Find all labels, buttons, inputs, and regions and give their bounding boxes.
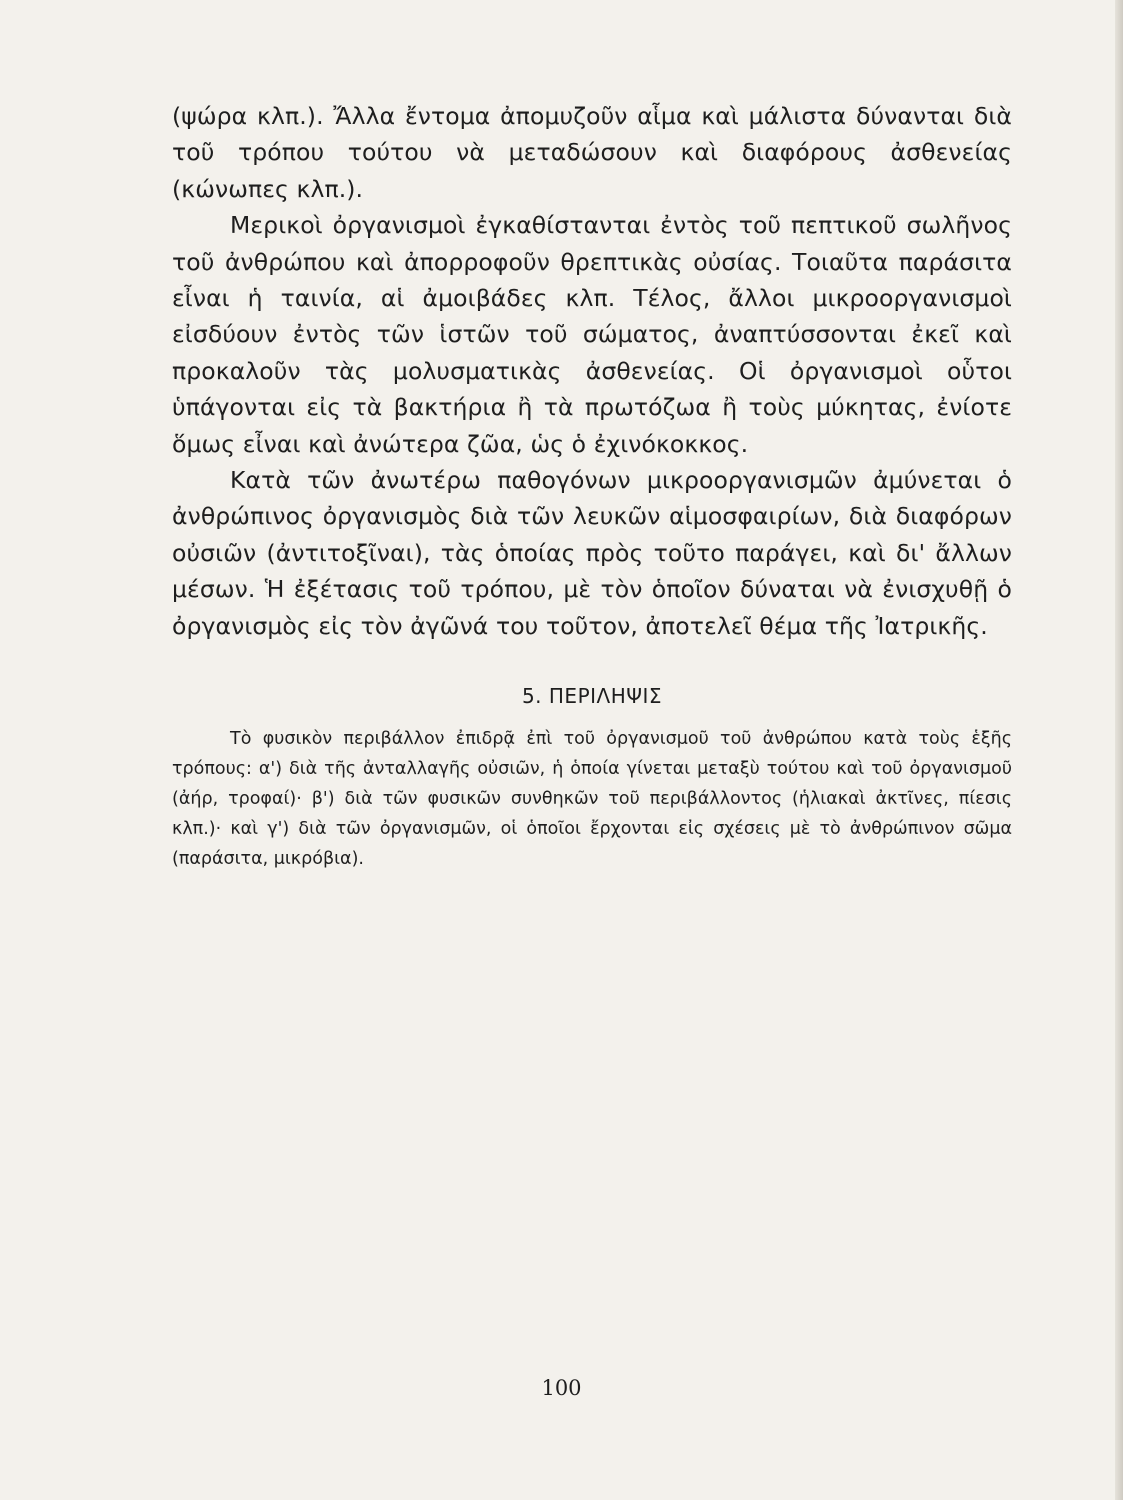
body-text <box>172 98 1012 874</box>
paragraph-3: Κατὰ τῶν ἀνωτέρω παθογόνων μικροοργανισμῶν ἀμύνεται ὁ ἀνθρώπινος ὀργανισμὸς διὰ τῶν λευκῶν αἱμοσφαιρίων, διὰ διαφόρων οὐσιῶν (ἀντιτοξῖναι), τὰς ὁποίας πρὸς τοῦτο παράγει, καὶ δι' ἄλλων μέσων. Ἡ ἐξέτασις τοῦ τρόπου, μὲ τὸν ὁποῖον δύναται νὰ ἐνισχυθῇ ὁ ὀργανισμὸς εἰς τὸν ἀγῶνά του τοῦτον, ἀποτελεῖ θέμα τῆς Ἰατρικῆς. <box>172 466 1012 640</box>
paragraph-1: (ψώρα κλπ.). Ἄλλα ἔντομα ἀπομυζοῦν αἷμα καὶ μάλιστα δύνανται διὰ τοῦ τρόπου τούτου νὰ μεταδώσουν καὶ διαφόρους ἀσθενείας (κώνωπες κλπ.). <box>172 102 1012 203</box>
page-number: 100 <box>541 1376 582 1400</box>
page-edge <box>1115 0 1123 1500</box>
summary-paragraph: Τὸ φυσικὸν περιβάλλον ἐπιδρᾷ ἐπὶ τοῦ ὀργανισμοῦ τοῦ ἀνθρώπου κατὰ τοὺς ἑξῆς τρόπους: α') διὰ τῆς ἀνταλλαγῆς οὐσιῶν, ἡ ὁποία γίνεται μεταξὺ τούτου καὶ τοῦ ὀργανισμοῦ (ἀήρ, τροφαί)· β') διὰ τῶν φυσικῶν συνθηκῶν τοῦ περιβάλλοντος (ἡλιακαὶ ἀκτῖνες, πίεσις κλπ.)· καὶ γ') διὰ τῶν ὀργανισμῶν, οἱ ὁποῖοι ἔρχονται εἰς σχέσεις μὲ τὸ ἀνθρώπινον σῶμα (παράσιτα, μικρόβια). <box>172 729 1012 870</box>
paragraph-2: Μερικοὶ ὀργανισμοὶ ἐγκαθίστανται ἐντὸς τοῦ πεπτικοῦ σωλῆνος τοῦ ἀνθρώπου καὶ ἀπορροφοῦν θρεπτικὰς οὐσίας. Τοιαῦτα παράσιτα εἶναι ἡ ταινία, αἱ ἀμοιβάδες κλπ. Τέλος, ἄλλοι μικροοργανισμοὶ εἰσδύουν ἐντὸς τῶν ἱστῶν τοῦ σώματος, ἀναπτύσσονται ἐκεῖ καὶ προκαλοῦν τὰς μολυσματικὰς ἀσθενείας. Οἱ ὀργανισμοὶ οὗτοι ὑπάγονται εἰς τὰ βακτήρια ἢ τὰ πρωτόζωα ἢ τοὺς μύκητας, ἐνίοτε ὅμως εἶναι καὶ ἀνώτερα ζῶα, ὡς ὁ ἐχινόκοκκος. <box>172 211 1012 458</box>
section-heading: 5. ΠΕΡΙΛΗΨΙΣ <box>521 684 663 709</box>
